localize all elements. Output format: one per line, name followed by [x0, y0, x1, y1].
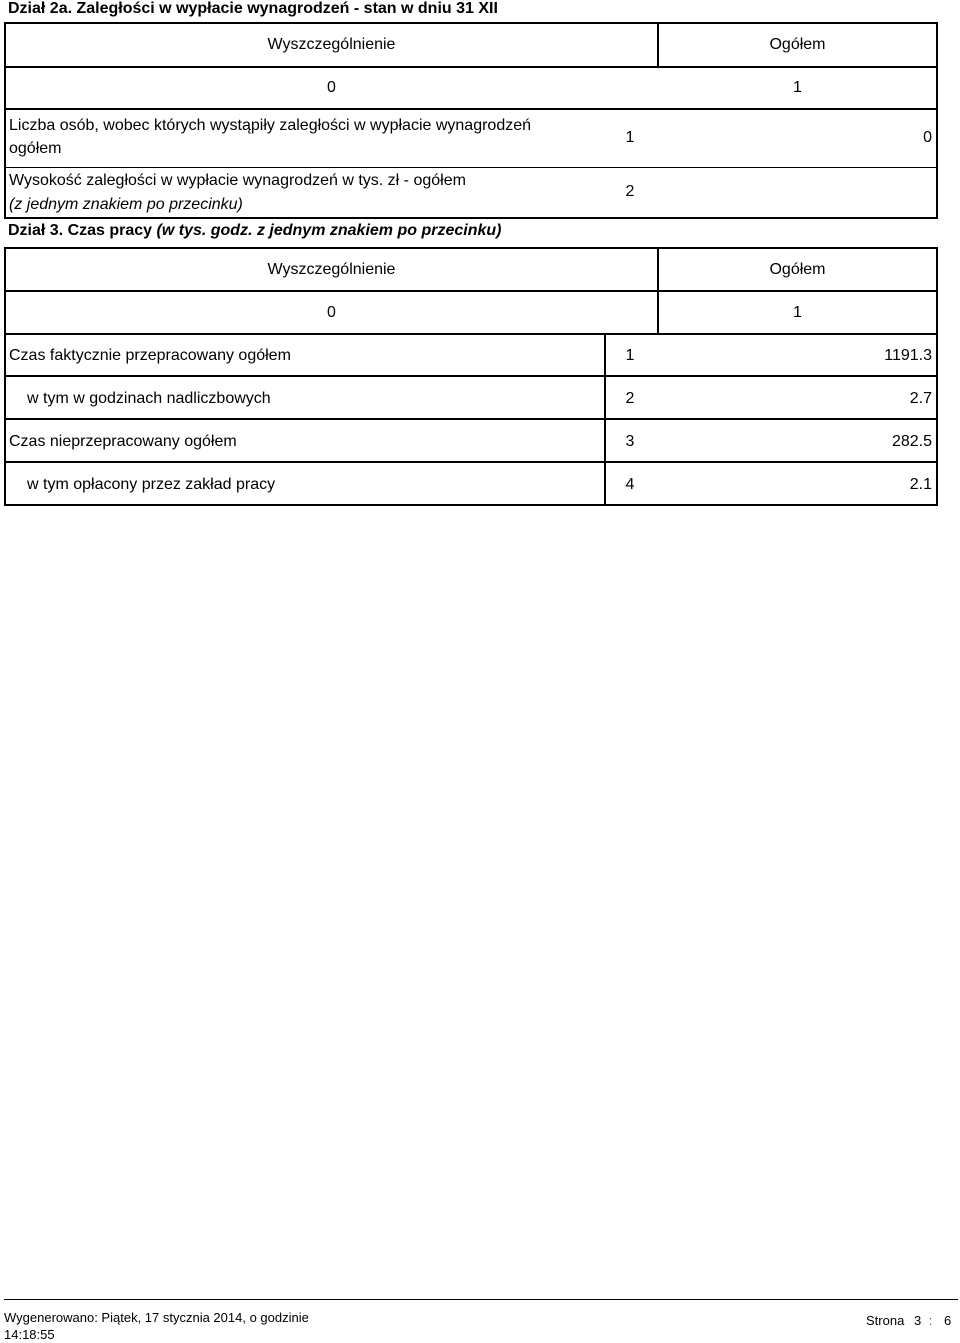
- header-wyszczegolnienie: Wyszczególnienie: [267, 36, 396, 53]
- row-label: Czas faktycznie przepracowany ogółem: [9, 347, 291, 364]
- row-number: 1: [625, 347, 635, 364]
- generated-time: 14:18:55: [4, 1327, 55, 1342]
- row-number: 2: [625, 183, 635, 200]
- column-index-0: 0: [327, 79, 336, 96]
- page-total: 6: [944, 1313, 952, 1328]
- page-separator: :: [928, 1313, 933, 1328]
- row-label-continued: ogółem: [9, 140, 62, 157]
- row-label: Czas nieprzepracowany ogółem: [9, 433, 237, 450]
- header-wyszczegolnienie: Wyszczególnienie: [267, 261, 396, 278]
- row-number: 4: [625, 476, 635, 493]
- row-value: 1191.3: [884, 347, 932, 364]
- header-ogolem: Ogółem: [769, 261, 826, 278]
- row-number: 3: [625, 433, 635, 450]
- row-value: 0: [923, 129, 932, 146]
- generated-timestamp: Wygenerowano: Piątek, 17 stycznia 2014, o godzinie: [4, 1310, 309, 1325]
- page-current: 3: [913, 1313, 922, 1328]
- page-label: Strona: [866, 1313, 905, 1328]
- row-label: w tym w godzinach nadliczbowych: [27, 390, 271, 407]
- row-label-note: (z jednym znakiem po przecinku): [9, 196, 243, 213]
- section-3-title: [8, 222, 501, 240]
- row-value: 2.7: [909, 390, 932, 407]
- column-index-0: 0: [327, 304, 336, 321]
- row-value: 2.1: [909, 476, 932, 493]
- section-3-title-unit: (w tys. godz. z jednym znakiem po przecinku): [156, 222, 502, 239]
- page-number: [866, 1313, 951, 1329]
- row-label: Wysokość zaległości w wypłacie wynagrodzeń w tys. zł - ogółem: [9, 172, 466, 189]
- section-3-title-main: Dział 3. Czas pracy: [8, 222, 157, 239]
- row-number: 2: [625, 390, 635, 407]
- column-index-1: 1: [793, 304, 802, 321]
- row-label: Liczba osób, wobec których wystąpiły zaległości w wypłacie wynagrodzeń: [9, 117, 532, 134]
- column-index-1: 1: [793, 79, 802, 96]
- row-number: 1: [625, 129, 635, 146]
- row-value: 282.5: [891, 433, 932, 450]
- row-label: w tym opłacony przez zakład pracy: [27, 476, 276, 493]
- section-2a-title: Dział 2a. Zaległości w wypłacie wynagrodzeń - stan w dniu 31 XII: [8, 0, 498, 17]
- header-ogolem: Ogółem: [769, 36, 826, 53]
